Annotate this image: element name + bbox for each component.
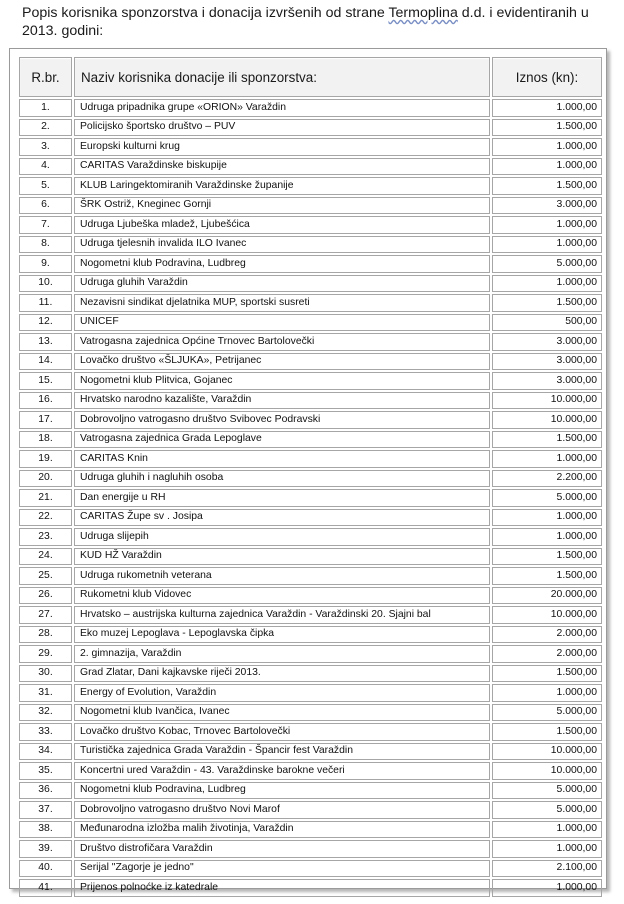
table-row: [19, 684, 602, 702]
row-number: 26.: [19, 587, 72, 605]
row-number: 17.: [19, 411, 72, 429]
recipient-name: Udruga gluhih Varaždin: [74, 275, 490, 293]
table-row: [19, 177, 602, 195]
recipient-name: Nezavisni sindikat djelatnika MUP, sportski susreti: [74, 294, 490, 312]
recipient-name: Nogometni klub Ivančica, Ivanec: [74, 704, 490, 722]
table-row: [19, 528, 602, 546]
table-row: [19, 567, 602, 585]
table-row: [19, 879, 602, 897]
amount: 2.100,00: [492, 860, 602, 878]
row-number: 18.: [19, 431, 72, 449]
table-row: [19, 470, 602, 488]
row-number: 2.: [19, 119, 72, 137]
row-number: 29.: [19, 645, 72, 663]
table-row: [19, 645, 602, 663]
amount: 1.000,00: [492, 509, 602, 527]
row-number: 1.: [19, 99, 72, 117]
table-row: [19, 216, 602, 234]
recipient-name: 2. gimnazija, Varaždin: [74, 645, 490, 663]
row-number: 21.: [19, 489, 72, 507]
recipient-name: Eko muzej Lepoglava - Lepoglavska čipka: [74, 626, 490, 644]
row-number: 9.: [19, 255, 72, 273]
recipient-name: Nogometni klub Podravina, Ludbreg: [74, 782, 490, 800]
recipient-name: Udruga slijepih: [74, 528, 490, 546]
row-number: 13.: [19, 333, 72, 351]
amount: 3.000,00: [492, 353, 602, 371]
amount: 1.500,00: [492, 294, 602, 312]
table-row: [19, 294, 602, 312]
recipient-name: ŠRK Ostriž, Kneginec Gornji: [74, 197, 490, 215]
amount: 1.500,00: [492, 431, 602, 449]
row-number: 15.: [19, 372, 72, 390]
amount: 1.000,00: [492, 158, 602, 176]
row-number: 24.: [19, 548, 72, 566]
table-row: [19, 392, 602, 410]
amount: 5.000,00: [492, 801, 602, 819]
amount: 10.000,00: [492, 411, 602, 429]
recipient-name: Serijal "Zagorje je jedno": [74, 860, 490, 878]
row-number: 27.: [19, 606, 72, 624]
amount: 5.000,00: [492, 782, 602, 800]
table-row: [19, 509, 602, 527]
amount: 3.000,00: [492, 333, 602, 351]
table-row: [19, 333, 602, 351]
amount: 3.000,00: [492, 372, 602, 390]
amount: 1.000,00: [492, 821, 602, 839]
recipient-name: Turistička zajednica Grada Varaždin - Špancir fest Varaždin: [74, 743, 490, 761]
amount: 2.200,00: [492, 470, 602, 488]
row-number: 20.: [19, 470, 72, 488]
amount: 1.000,00: [492, 99, 602, 117]
amount: 1.000,00: [492, 840, 602, 858]
recipient-name: Dan energije u RH: [74, 489, 490, 507]
amount: 1.000,00: [492, 216, 602, 234]
recipient-name: Policijsko športsko društvo – PUV: [74, 119, 490, 137]
amount: 2.000,00: [492, 645, 602, 663]
table-row: [19, 548, 602, 566]
recipient-name: Vatrogasna zajednica Grada Lepoglave: [74, 431, 490, 449]
row-number: 22.: [19, 509, 72, 527]
row-number: 10.: [19, 275, 72, 293]
recipient-name: CARITAS Varaždinske biskupije: [74, 158, 490, 176]
recipient-name: Udruga tjelesnih invalida ILO Ivanec: [74, 236, 490, 254]
amount: 1.000,00: [492, 528, 602, 546]
recipient-name: Energy of Evolution, Varaždin: [74, 684, 490, 702]
row-number: 36.: [19, 782, 72, 800]
table-row: [19, 587, 602, 605]
table-row: [19, 197, 602, 215]
row-number: 32.: [19, 704, 72, 722]
page-title: [22, 5, 617, 40]
table-row: [19, 431, 602, 449]
table-row: [19, 723, 602, 741]
recipient-name: UNICEF: [74, 314, 490, 332]
table-row: [19, 411, 602, 429]
amount: 10.000,00: [492, 743, 602, 761]
row-number: 39.: [19, 840, 72, 858]
recipient-name: Grad Zlatar, Dani kajkavske riječi 2013.: [74, 665, 490, 683]
amount: 1.000,00: [492, 684, 602, 702]
table-row: [19, 626, 602, 644]
amount: 1.000,00: [492, 138, 602, 156]
table-row: [19, 704, 602, 722]
row-number: 40.: [19, 860, 72, 878]
row-number: 28.: [19, 626, 72, 644]
table-row: [19, 314, 602, 332]
amount: 3.000,00: [492, 197, 602, 215]
table-row: [19, 489, 602, 507]
recipient-name: CARITAS Župe sv . Josipa: [74, 509, 490, 527]
row-number: 30.: [19, 665, 72, 683]
row-number: 35.: [19, 762, 72, 780]
row-number: 33.: [19, 723, 72, 741]
table-row: [19, 275, 602, 293]
row-number: 23.: [19, 528, 72, 546]
recipient-name: Lovačko društvo «ŠLJUKA», Petrijanec: [74, 353, 490, 371]
header-recipient: Naziv korisnika donacije ili sponzorstva:: [74, 57, 490, 97]
recipient-name: Prijenos polnoćke iz katedrale: [74, 879, 490, 897]
row-number: 5.: [19, 177, 72, 195]
recipient-name: Udruga Ljubeška mladež, Ljubešćica: [74, 216, 490, 234]
row-number: 4.: [19, 158, 72, 176]
recipient-name: Dobrovoljno vatrogasno društvo Novi Marof: [74, 801, 490, 819]
row-number: 31.: [19, 684, 72, 702]
recipient-name: Udruga pripadnika grupe «ORION» Varaždin: [74, 99, 490, 117]
donations-table: [17, 55, 604, 899]
row-number: 25.: [19, 567, 72, 585]
amount: 500,00: [492, 314, 602, 332]
row-number: 11.: [19, 294, 72, 312]
row-number: 41.: [19, 879, 72, 897]
title-text-part2: d.d. i evidentiranih u 2013. godini:: [22, 5, 589, 39]
amount: 1.500,00: [492, 177, 602, 195]
table-row: [19, 743, 602, 761]
row-number: 19.: [19, 450, 72, 468]
recipient-name: Hrvatsko – austrijska kulturna zajednica Varaždin - Varaždinski 20. Sjajni bal: [74, 606, 490, 624]
table-row: [19, 450, 602, 468]
header-amount: Iznos (kn):: [492, 57, 602, 97]
recipient-name: CARITAS Knin: [74, 450, 490, 468]
table-header-row: [19, 57, 602, 97]
recipient-name: Udruga rukometnih veterana: [74, 567, 490, 585]
table-row: [19, 840, 602, 858]
amount: 5.000,00: [492, 704, 602, 722]
recipient-name: Društvo distrofičara Varaždin: [74, 840, 490, 858]
amount: 10.000,00: [492, 392, 602, 410]
recipient-name: Vatrogasna zajednica Općine Trnovec Bartolovečki: [74, 333, 490, 351]
table-row: [19, 801, 602, 819]
row-number: 38.: [19, 821, 72, 839]
table-row: [19, 138, 602, 156]
table-row: [19, 665, 602, 683]
header-rbr: R.br.: [19, 57, 72, 97]
amount: 5.000,00: [492, 489, 602, 507]
recipient-name: Nogometni klub Podravina, Ludbreg: [74, 255, 490, 273]
recipient-name: Dobrovoljno vatrogasno društvo Svibovec Podravski: [74, 411, 490, 429]
amount: 1.000,00: [492, 450, 602, 468]
table-row: [19, 782, 602, 800]
table-row: [19, 158, 602, 176]
table-row: [19, 255, 602, 273]
amount: 1.500,00: [492, 119, 602, 137]
recipient-name: KUD HŽ Varaždin: [74, 548, 490, 566]
recipient-name: Nogometni klub Plitvica, Gojanec: [74, 372, 490, 390]
row-number: 3.: [19, 138, 72, 156]
amount: 1.500,00: [492, 567, 602, 585]
recipient-name: Koncertni ured Varaždin - 43. Varaždinske barokne večeri: [74, 762, 490, 780]
table-row: [19, 236, 602, 254]
company-name: Termoplina: [388, 5, 458, 21]
row-number: 37.: [19, 801, 72, 819]
amount: 10.000,00: [492, 762, 602, 780]
recipient-name: KLUB Laringektomiranih Varaždinske županije: [74, 177, 490, 195]
recipient-name: Udruga gluhih i nagluhih osoba: [74, 470, 490, 488]
amount: 20.000,00: [492, 587, 602, 605]
amount: 10.000,00: [492, 606, 602, 624]
table-row: [19, 762, 602, 780]
table-frame: [9, 48, 607, 893]
title-text-part1: Popis korisnika sponzorstva i donacija izvršenih od strane: [22, 5, 389, 21]
amount: 1.500,00: [492, 723, 602, 741]
recipient-name: Europski kulturni krug: [74, 138, 490, 156]
row-number: 12.: [19, 314, 72, 332]
table-row: [19, 821, 602, 839]
recipient-name: Međunarodna izložba malih životinja, Varaždin: [74, 821, 490, 839]
table-row: [19, 606, 602, 624]
row-number: 7.: [19, 216, 72, 234]
table-row: [19, 99, 602, 117]
recipient-name: Lovačko društvo Kobac, Trnovec Bartolovečki: [74, 723, 490, 741]
table-row: [19, 119, 602, 137]
row-number: 16.: [19, 392, 72, 410]
table-row: [19, 372, 602, 390]
amount: 2.000,00: [492, 626, 602, 644]
row-number: 6.: [19, 197, 72, 215]
table-row: [19, 860, 602, 878]
recipient-name: Hrvatsko narodno kazalište, Varaždin: [74, 392, 490, 410]
row-number: 8.: [19, 236, 72, 254]
recipient-name: Rukometni klub Vidovec: [74, 587, 490, 605]
amount: 1.000,00: [492, 236, 602, 254]
row-number: 34.: [19, 743, 72, 761]
amount: 1.000,00: [492, 275, 602, 293]
amount: 1.500,00: [492, 665, 602, 683]
amount: 1.500,00: [492, 548, 602, 566]
table-row: [19, 353, 602, 371]
row-number: 14.: [19, 353, 72, 371]
amount: 5.000,00: [492, 255, 602, 273]
amount: 1.000,00: [492, 879, 602, 897]
